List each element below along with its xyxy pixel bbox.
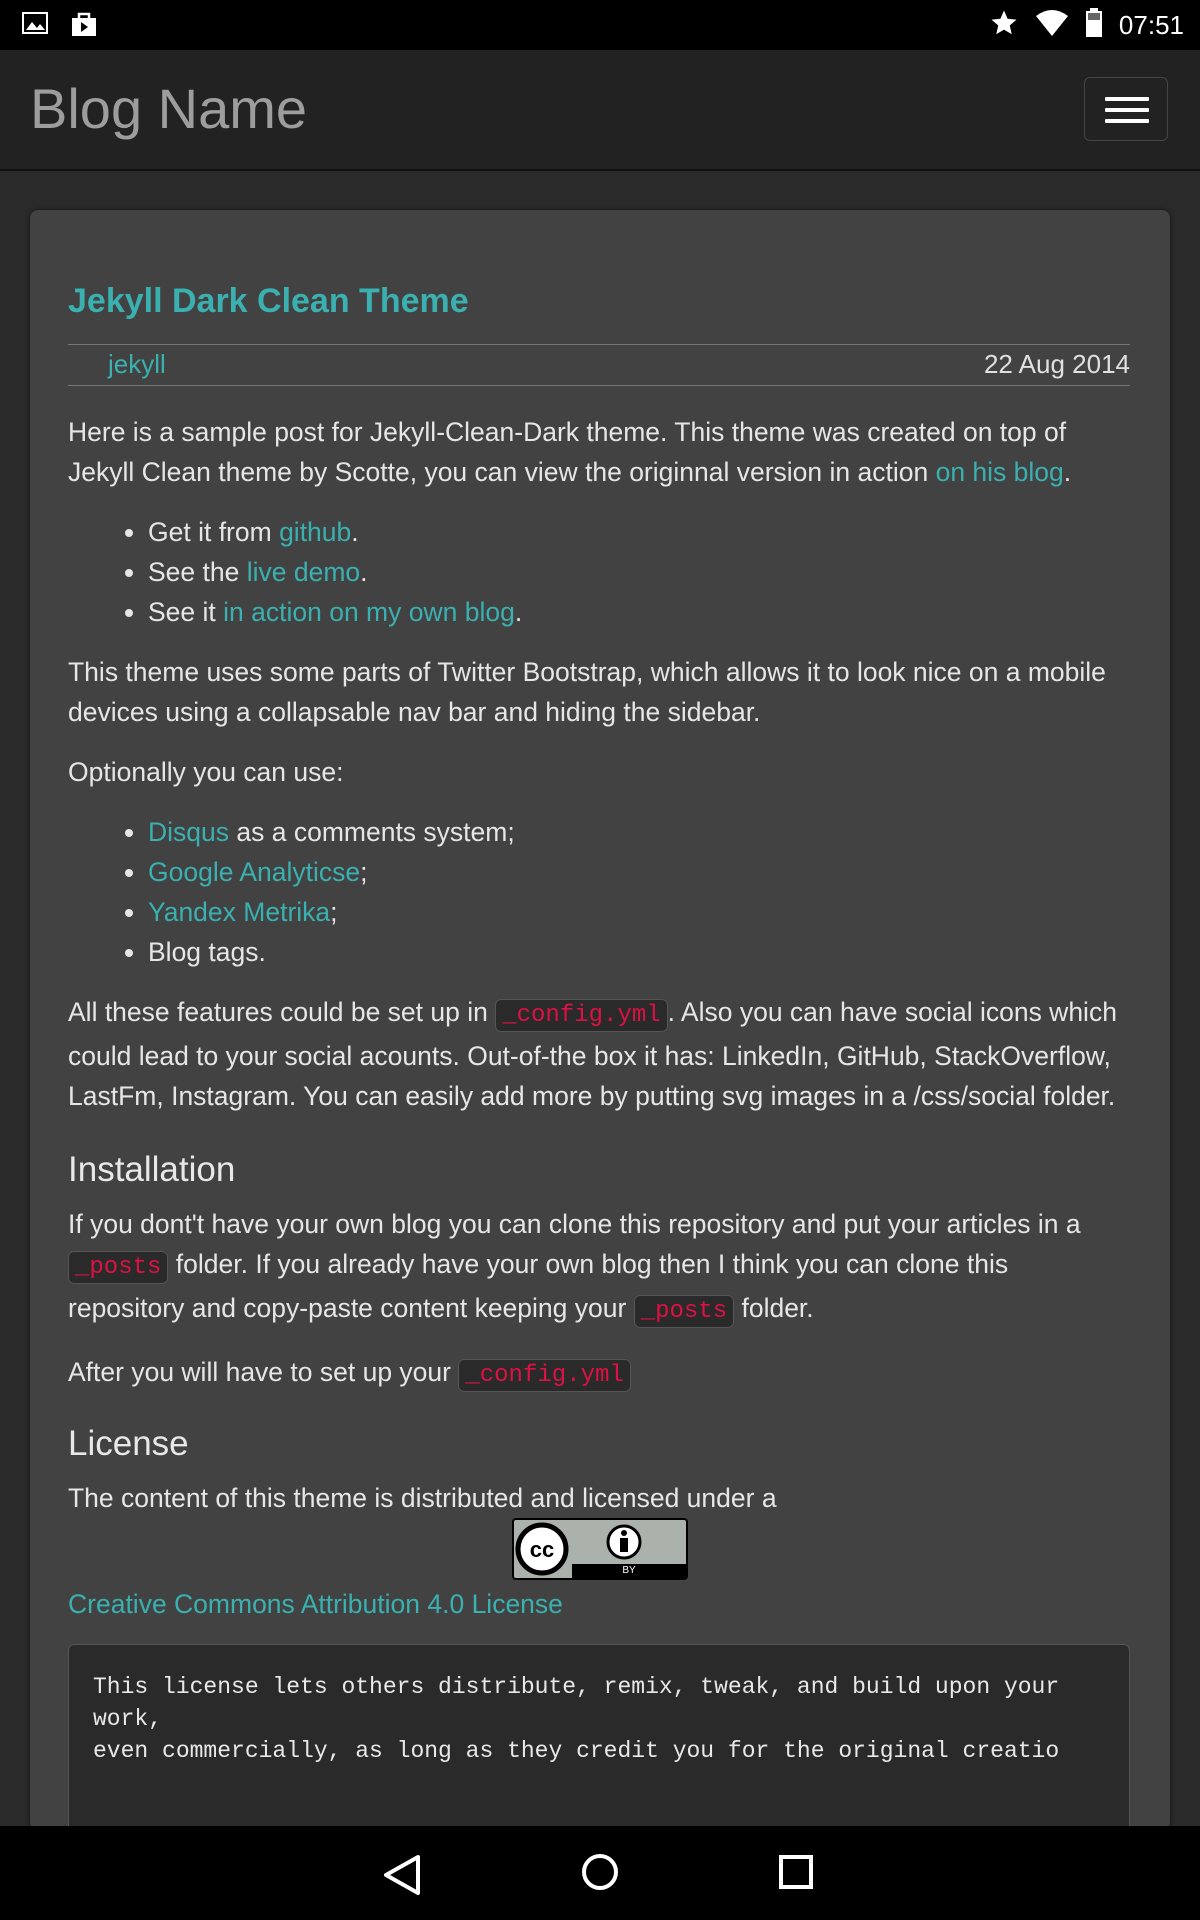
wifi-icon: [1035, 8, 1069, 43]
posts-code: _posts: [68, 1251, 168, 1284]
features-paragraph: All these features could be set up in _config.yml . Also you can have social icons which could lead to your social acounts. Out-of-the box it has: LinkedIn, GitHub, StackOverflow, LastFm, Instagram. You can easily add more by putting svg images in a /css/social folder.: [68, 997, 1117, 1111]
image-icon: [22, 10, 48, 43]
license-paragraph: The content of this theme is distributed and licensed under a: [68, 1483, 777, 1513]
battery-icon: [1085, 8, 1103, 43]
cc-link-paragraph: [68, 1584, 1130, 1624]
post-tag-link[interactable]: jekyll: [108, 349, 166, 379]
post-meta: [68, 344, 1130, 386]
license-heading: License: [68, 1424, 189, 1463]
list-item: • Blog tags.: [148, 932, 1130, 972]
blog-name-link[interactable]: Blog Name: [30, 77, 308, 140]
hamburger-menu-icon[interactable]: [1084, 77, 1168, 141]
optionally-paragraph: Optionally you can use:: [68, 757, 344, 787]
cc-badge-row: [68, 1518, 1130, 1582]
yandex-metrika-link[interactable]: Yandex Metrika: [148, 897, 331, 927]
disqus-link[interactable]: Disqus: [148, 817, 230, 847]
svg-text:cc: cc: [529, 1537, 555, 1562]
recents-icon[interactable]: [778, 1854, 814, 1895]
creative-commons-badge-icon[interactable]: [512, 1518, 688, 1580]
android-nav-bar: [0, 1826, 1200, 1920]
status-bar: [0, 0, 1200, 50]
installation-paragraph: If you dont't have your own blog you can clone this repository and put your articles in a _posts folder. If you already have your own blog then I think you can clone this repository and copy-paste content keeping your _posts folder.: [68, 1204, 1130, 1332]
status-time: 07:51: [1118, 10, 1184, 40]
list-item: • See it in action on my own blog.: [148, 592, 1130, 632]
list-item: • Disqus as a comments system;: [148, 812, 1130, 852]
navbar: [0, 50, 1200, 171]
list-item: • See the live demo.: [148, 552, 1130, 592]
google-analytics-link[interactable]: Google Analyticse: [148, 857, 361, 887]
star-icon: [989, 8, 1019, 43]
installation-heading: Installation: [68, 1150, 236, 1189]
posts-code: _posts: [634, 1295, 734, 1328]
post-panel: [30, 210, 1170, 1830]
list-item: • Yandex Metrika;: [148, 892, 1130, 932]
shopping-bag-icon: [70, 10, 98, 43]
his-blog-link[interactable]: on his blog: [935, 457, 1064, 487]
back-icon[interactable]: [382, 1854, 422, 1901]
intro-paragraph: Here is a sample post for Jekyll-Clean-Dark theme. This theme was created on top of Jekyll Clean theme by Scotte, you can view the originnal version in action on his blog.: [68, 417, 1072, 487]
home-icon[interactable]: [580, 1852, 620, 1897]
setup-paragraph: After you will have to set up your _config.yml: [68, 1352, 1130, 1396]
github-link[interactable]: github: [279, 517, 352, 547]
list-item: • Get it from github.: [148, 512, 1130, 552]
list-item: • Google Analyticse;: [148, 852, 1130, 892]
config-code: _config.yml: [495, 999, 667, 1032]
bootstrap-paragraph: This theme uses some parts of Twitter Bootstrap, which allows it to look nice on a mobile devices using a collapsable nav bar and hiding the sidebar.: [68, 657, 1106, 727]
license-code-block: This license lets others distribute, remix, tweak, and build upon your work, even commercially, as long as they credit you for the original creatio: [68, 1644, 1130, 1830]
own-blog-link[interactable]: in action on my own blog: [223, 597, 515, 627]
links-list: [68, 512, 1130, 632]
live-demo-link[interactable]: live demo: [246, 557, 361, 587]
config-code: _config.yml: [458, 1359, 630, 1392]
options-list: [68, 812, 1130, 972]
cc-license-link[interactable]: Creative Commons Attribution 4.0 License: [68, 1589, 563, 1619]
post-date: 22 Aug 2014: [983, 349, 1130, 379]
post-title[interactable]: Jekyll Dark Clean Theme: [68, 282, 469, 320]
cc-by-label: BY: [572, 1564, 686, 1578]
